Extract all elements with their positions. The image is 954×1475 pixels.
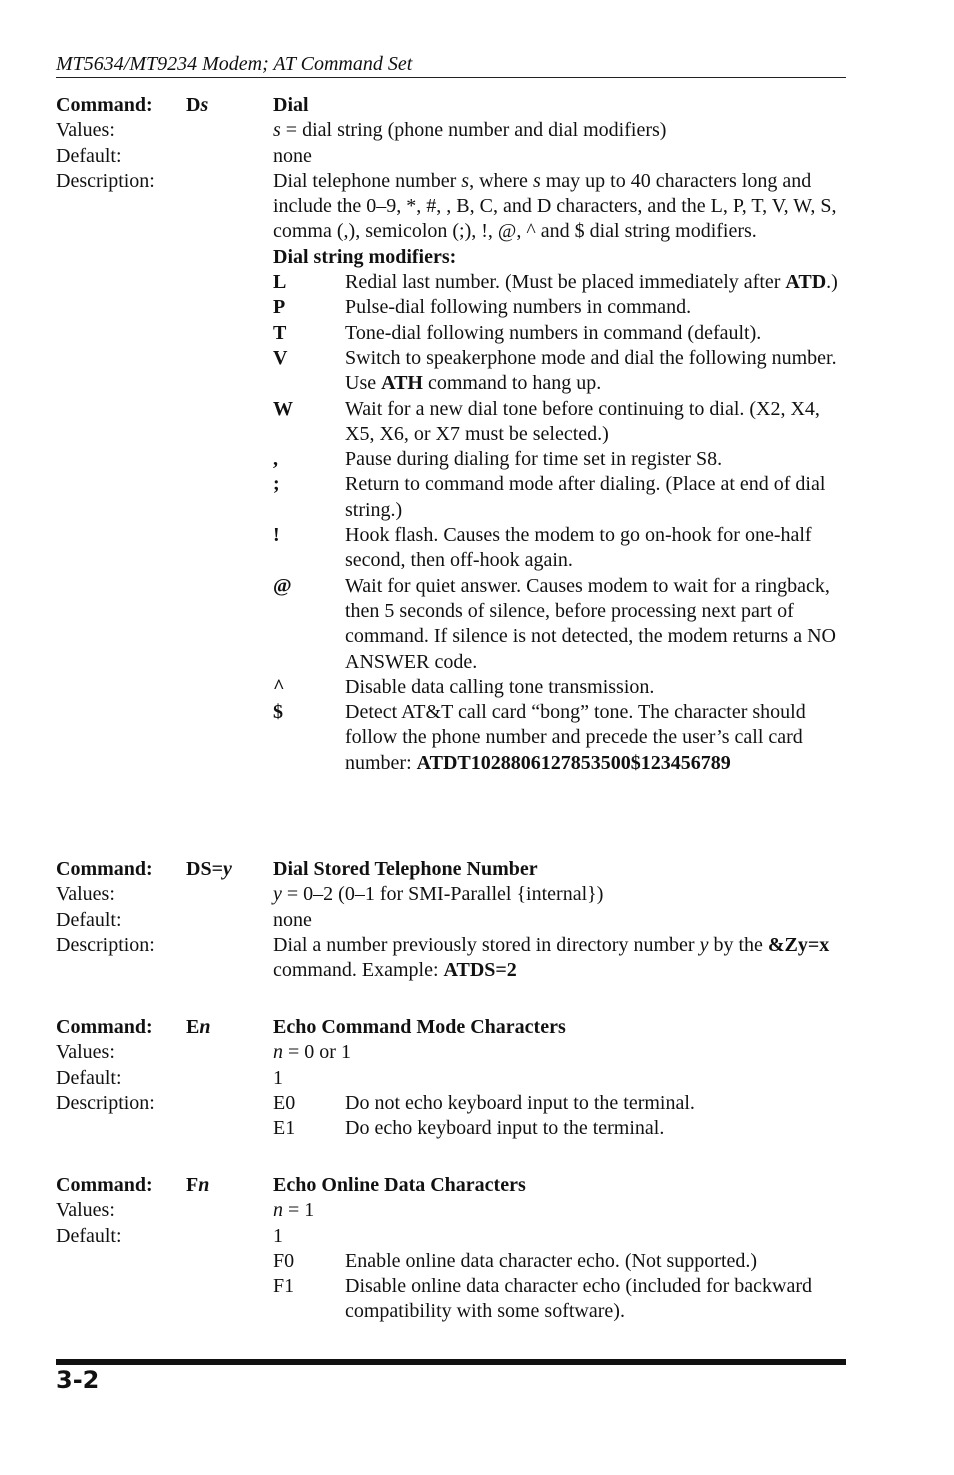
command-label: Command: [56, 1174, 153, 1196]
page-number: 3-2 [56, 1366, 100, 1394]
option-item: F0 Enable online data character echo. (Not supported.) [273, 1249, 758, 1272]
description-text: Dial telephone number s, where s may up to 40 characters long and include the 0–9, *, #, , B, C, and D characters, and the L, P, T, V, W, S, comma (,), semicolon (;), !, @, ^ and $ dial string modifiers. Dial string modifiers: L Redial last number. (Must be placed immediately after ATD.) P Pulse-dial following numbers in command. T Tone-dial following numbers in command (default). V Switch to speakerphone mode and dial the following number. Use ATH command to hang up. W Wait for a new dial tone before continuing to dial. (X2, X4, X5, X6, or X7 must be selected.) , Pause during dialing for time set in register S8. ; Return to command mode after dialing. (Place at end of dial string.) ! Hook flash. Causes the modem to go on-hook for one-half second, then off-hook again. @ Wait for quiet answer. Causes modem to wait for a ringback, then 5 seconds of silence, before processing next part of command. If silence is not detected, the modem returns a NO ANSWER code. ^ Disable data calling tone transmission. $ Detect AT&T call card “bong” tone. The character should follow the phone number and precede the user’s call card number: ATDT1028806127853500$123456789 [273, 169, 848, 776]
default-value: 1 [273, 1066, 283, 1089]
option-item: F1 Disable online data character echo (included for backward compatibility with some software). [273, 1275, 812, 1323]
modifiers-heading: Dial string modifiers: [273, 245, 457, 268]
values-text: s = dial string (phone number and dial modifiers) [273, 119, 667, 142]
command-code: En [186, 1016, 211, 1038]
command-title: Dial [273, 94, 309, 116]
default-label: Default: [56, 1066, 122, 1089]
modifier-item: L Redial last number. (Must be placed immediately after ATD.) [273, 271, 838, 294]
modifier-list [273, 270, 848, 776]
modifier-item: P Pulse-dial following numbers in command. [273, 296, 692, 319]
option-list [273, 1091, 848, 1142]
values-label: Values: [56, 119, 115, 142]
modifier-item: T Tone-dial following numbers in command (default). [273, 321, 762, 344]
default-label: Default: [56, 144, 122, 167]
description-label: Description: [56, 1091, 155, 1114]
command-code: Ds [186, 94, 209, 116]
section-dial-stored [56, 857, 848, 983]
command-label: Command: [56, 1016, 153, 1038]
section-echo-command [56, 1015, 848, 1141]
command-title: Echo Online Data Characters [273, 1174, 526, 1196]
values-text: y = 0–2 (0–1 for SMI-Parallel {internal}) [273, 883, 604, 906]
values-label: Values: [56, 1199, 115, 1222]
option-item: E1 Do echo keyboard input to the terminal. [273, 1117, 665, 1140]
option-list [273, 1249, 848, 1325]
modifier-item: , Pause during dialing for time set in register S8. [273, 448, 723, 471]
modifier-item: ! Hook flash. Causes the modem to go on-hook for one-half second, then off-hook again. [273, 524, 812, 572]
option-item: E0 Do not echo keyboard input to the terminal. [273, 1091, 695, 1114]
modifier-item: ^ Disable data calling tone transmission. [273, 675, 655, 698]
description-label: Description: [56, 933, 155, 956]
footer-rule [56, 1359, 846, 1365]
modifier-item: $ Detect AT&T call card “bong” tone. The character should follow the phone number and precede the user’s call card number: ATDT1028806127853500$123456789 [273, 701, 806, 774]
command-title: Dial Stored Telephone Number [273, 858, 538, 880]
default-value: 1 [273, 1224, 283, 1247]
modifier-item: W Wait for a new dial tone before continuing to dial. (X2, X4, X5, X6, or X7 must be selected.) [273, 397, 820, 445]
running-header: MT5634/MT9234 Modem; AT Command Set [56, 52, 846, 78]
command-code: DS=y [186, 858, 232, 880]
command-label: Command: [56, 94, 153, 116]
description-label: Description: [56, 169, 155, 192]
description-text: Dial a number previously stored in directory number y by the &Zy=x command. Example: ATDS=2 [273, 933, 830, 982]
modifier-item: V Switch to speakerphone mode and dial the following number. Use ATH command to hang up. [273, 346, 837, 395]
section-echo-online [56, 1173, 848, 1325]
section-dial [56, 93, 848, 776]
modifier-item: @ Wait for quiet answer. Causes modem to wait for a ringback, then 5 seconds of silence, before processing next part of command. If silence is not detected, the modem returns a NO ANSWER code. [273, 574, 836, 673]
command-title: Echo Command Mode Characters [273, 1016, 566, 1038]
default-label: Default: [56, 1224, 122, 1247]
command-label: Command: [56, 858, 153, 880]
values-label: Values: [56, 883, 115, 906]
default-label: Default: [56, 908, 122, 931]
values-label: Values: [56, 1041, 115, 1064]
command-code: Fn [186, 1174, 210, 1196]
modifier-item: ; Return to command mode after dialing. (Place at end of dial string.) [273, 473, 826, 521]
default-value: none [273, 908, 312, 931]
values-text: n = 1 [273, 1199, 315, 1222]
values-text: n = 0 or 1 [273, 1041, 351, 1064]
default-value: none [273, 144, 312, 167]
